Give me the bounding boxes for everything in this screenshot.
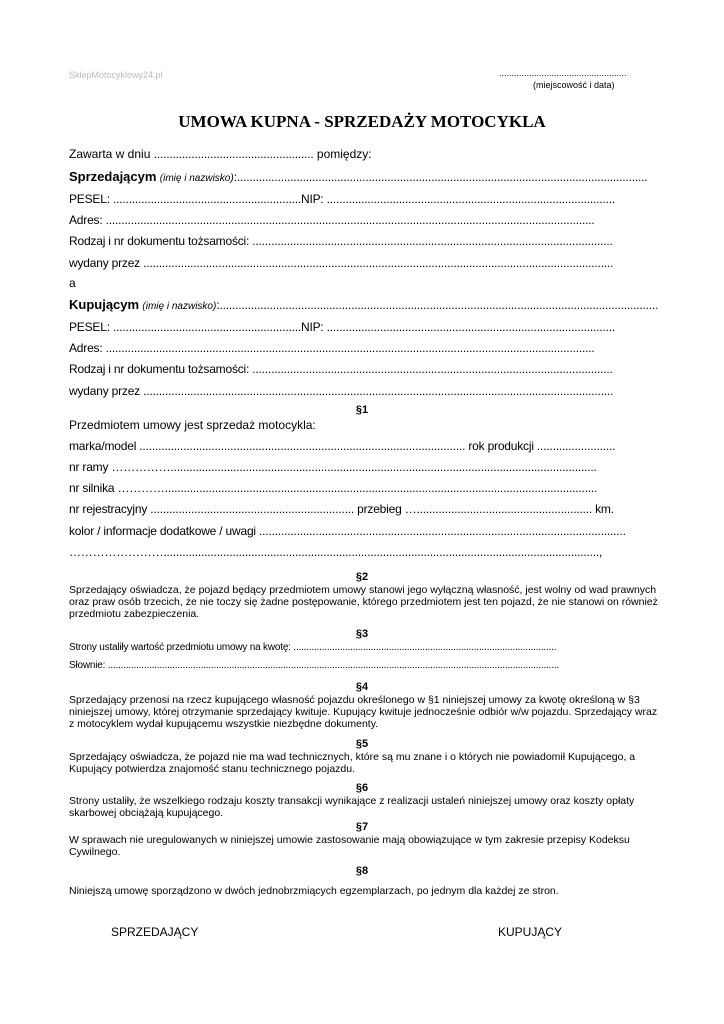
watermark: SklepMotocyklowy24.pl [69,70,163,80]
section-8-text: Niniejszą umowę sporządzono w dwóch jednobrzmiących egzemplarzach, po jednym dla każdej ze stron. [69,885,559,897]
section-3-heading: §3 [355,628,369,640]
section-8-heading: §8 [355,865,369,877]
section-7-text: W sprawach nie uregulowanych w niniejszej umowie zastosowanie mają obowiązujące w tym zakresie przepisy Kodeksu Cywilnego. [69,834,630,858]
section-6-heading: §6 [355,782,369,794]
seller-name-field[interactable]: :................................................................................................................................... [233,170,648,184]
section-1-heading: §1 [355,404,369,416]
intro-suffix: pomiędzy: [316,147,372,161]
seller-name-line[interactable] [69,169,647,184]
section-6-text: Strony ustaliły, że wszelkiego rodzaju koszty transakcji wynikające z realizacji ustaleń niniejszej umowy oraz koszty opłaty skarbowej obciążają kupującego. [69,795,635,819]
extra-notes-line[interactable]: ……………………..........................................................................................................................................., [69,545,603,559]
subject-line: Przedmiotem umowy jest sprzedaż motocykla: [69,418,316,432]
frame-number-line[interactable]: nr ramy ……………........................................................................................................................................ [69,460,597,474]
seller-pesel-nip-line[interactable]: PESEL: ............................................................NIP: ............................................................................................ [69,192,615,206]
buyer-name-field[interactable]: :............................................................................................................................................ [216,298,659,312]
seller-name-hint: (imię i nazwisko) [159,173,234,184]
buyer-pesel-nip-line[interactable]: PESEL: ............................................................NIP: ............................................................................................ [69,320,615,334]
section-5-text: Sprzedający oświadcza, że pojazd nie ma wad technicznych, które są mu znane i o których nie powiadomił Kupującego, a Kupujący potwierdza znajomość stanu technicznego pojazdu. [69,751,636,775]
intro-line [69,147,372,161]
section-7-heading: §7 [355,821,369,833]
value-in-words-line[interactable]: Słownie: ............................................................................................................................................................................... [69,660,559,671]
document-title: UMOWA KUPNA - SPRZEDAŻY MOTOCYKLA [178,112,546,131]
buyer-name-line[interactable] [69,297,658,312]
buyer-name-hint: (imię i nazwisko) [142,301,217,312]
buyer-label: Kupującym [69,297,140,312]
seller-address-line[interactable]: Adres: ............................................................................................................................................................ [69,213,595,227]
contract-date-field[interactable]: ................................................... [153,147,314,161]
seller-id-document-line[interactable]: Rodzaj i nr dokumentu tożsamości: ................................................................................................................... [69,234,613,248]
buyer-id-document-line[interactable]: Rodzaj i nr dokumentu tożsamości: ................................................................................................................... [69,362,613,376]
buyer-signature-label: KUPUJĄCY [498,925,563,939]
contract-value-line[interactable]: Strony ustaliły wartość przedmiotu umowy na kwotę: ...................................................................................................... [69,642,557,653]
place-date-line[interactable]: ................................................... [499,68,627,78]
color-notes-line[interactable]: kolor / informacje dodatkowe / uwagi ..................................................................................................................... [69,524,626,538]
engine-number-line[interactable]: nr silnika ………….......................................................................................................................................... [69,481,598,495]
place-date-label: (miejscowość i data) [533,80,615,90]
and-separator: a [69,276,76,290]
seller-label: Sprzedającym [69,169,157,184]
intro-prefix: Zawarta w dniu [69,147,151,161]
section-5-heading: §5 [355,738,369,750]
section-4-text: Sprzedający przenosi na rzecz kupującego własność pojazdu określonego w §1 niniejszej umowy za kwotę określoną w §3 niniejszej umowy, której otrzymanie sprzedający kwituje. Kupujący kwituje jednocześnie odbiór w/w pojazdu. Sprzedający wraz z motocyklem wydał kupującemu wszystkie niezbędne dokumenty. [69,694,658,730]
make-model-line[interactable]: marka/model ........................................................................................................ rok produkcji ......................... [69,439,616,453]
registration-mileage-line[interactable]: nr rejestracyjny ................................................................. przebieg …........................................................ km. [69,502,614,516]
section-2-heading: §2 [355,571,369,583]
buyer-issued-by-line[interactable]: wydany przez ...................................................................................................................................................... [69,384,614,398]
section-2-text: Sprzedający oświadcza, że pojazd będący przedmiotem umowy stanowi jego wyłączną własność, jest wolny od wad prawnych oraz praw osób trzecich, że nie toczy się żadne postępowanie, którego przedmiotem jest ten pojazd, że nie stanowi on również przedmiotu zabezpieczenia. [69,584,658,620]
section-4-heading: §4 [355,681,369,693]
seller-signature-label: SPRZEDAJĄCY [111,925,199,939]
seller-issued-by-line[interactable]: wydany przez ...................................................................................................................................................... [69,256,614,270]
buyer-address-line[interactable]: Adres: ............................................................................................................................................................ [69,341,595,355]
